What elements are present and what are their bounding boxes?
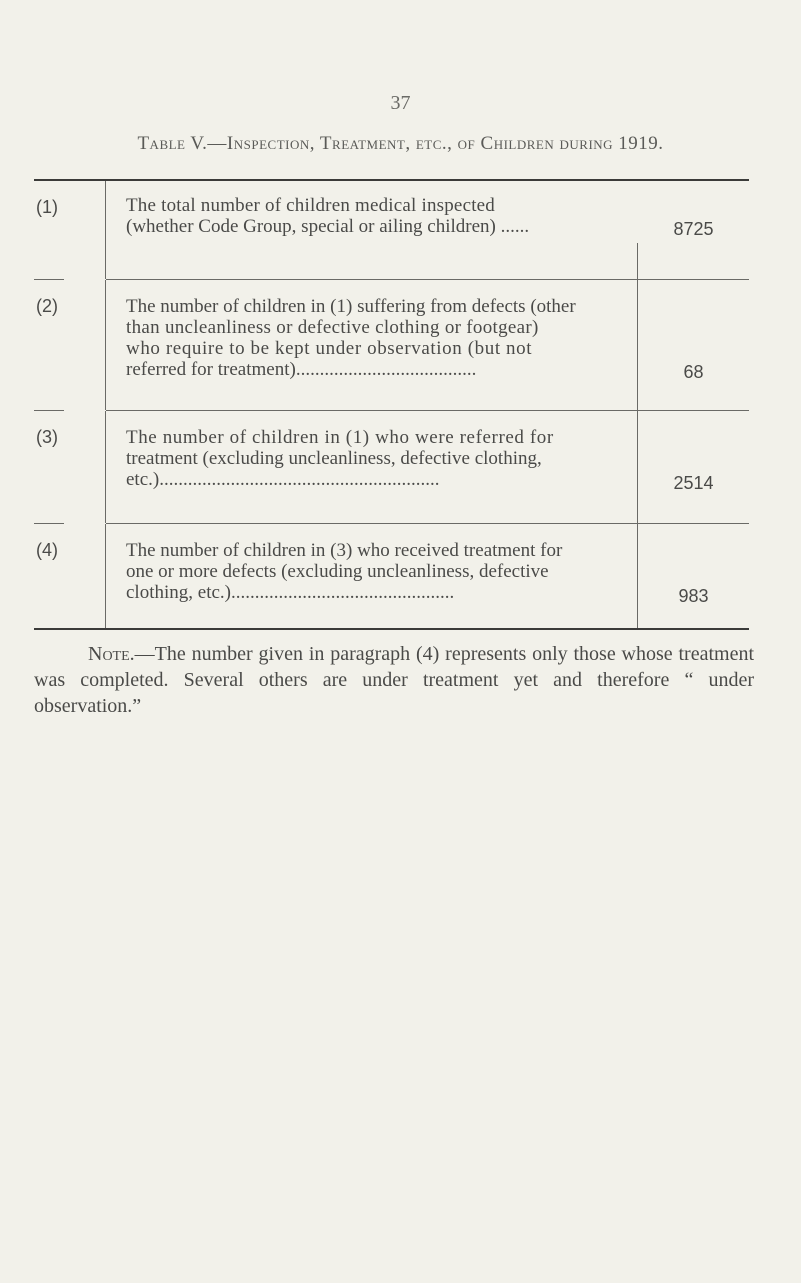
column-divider bbox=[637, 524, 638, 628]
table-bottom-rule bbox=[34, 628, 749, 630]
row-description bbox=[126, 195, 626, 237]
row-value: 8725 bbox=[673, 219, 714, 239]
column-divider bbox=[105, 411, 106, 523]
inspection-table bbox=[34, 179, 749, 630]
row-number: (4) bbox=[36, 540, 58, 560]
table-note bbox=[34, 641, 754, 719]
row-description-line: The number of children in (3) who received treatment for bbox=[126, 540, 563, 561]
row-description-line: The number of children in (1) who were referred for bbox=[126, 427, 554, 448]
row-number: (3) bbox=[36, 427, 58, 447]
table-row bbox=[34, 181, 749, 279]
row-description-line: referred for treatment)...................................... bbox=[126, 359, 477, 380]
column-divider bbox=[637, 243, 638, 279]
row-description bbox=[126, 540, 626, 603]
row-description-line: one or more defects (excluding uncleanliness, defective bbox=[126, 561, 549, 582]
column-divider bbox=[637, 280, 638, 410]
column-divider bbox=[105, 280, 106, 410]
page-number: 37 bbox=[390, 92, 411, 114]
column-divider bbox=[637, 411, 638, 523]
row-number: (1) bbox=[36, 197, 58, 217]
table-row bbox=[34, 524, 749, 628]
table-title: Table V.—Inspection, Treatment, etc., of Children during 1919. bbox=[137, 133, 664, 154]
row-value: 2514 bbox=[673, 473, 714, 493]
table-row bbox=[34, 411, 749, 523]
row-description bbox=[126, 427, 626, 490]
row-description-line: (whether Code Group, special or ailing children) ...... bbox=[126, 216, 530, 237]
row-description-line: etc.)........................................................... bbox=[126, 469, 440, 490]
table-row bbox=[34, 280, 749, 410]
note-text: —The number given in paragraph (4) represents only those whose treatment was completed. Several others are under treatment yet and therefore “ under observation.” bbox=[34, 643, 754, 717]
row-description-line: The total number of children medical inspected bbox=[126, 195, 496, 216]
row-value: 983 bbox=[678, 586, 709, 606]
row-number: (2) bbox=[36, 296, 58, 316]
row-description bbox=[126, 296, 626, 380]
row-value: 68 bbox=[683, 362, 704, 382]
column-divider bbox=[105, 524, 106, 628]
row-description-line: The number of children in (1) suffering from defects (other bbox=[126, 296, 576, 317]
row-description-line: who require to be kept under observation (but not bbox=[126, 338, 533, 359]
row-description-line: treatment (excluding uncleanliness, defective clothing, bbox=[126, 448, 542, 469]
note-label: Note. bbox=[88, 643, 135, 665]
row-description-line: clothing, etc.)............................................... bbox=[126, 582, 455, 603]
column-divider bbox=[105, 181, 106, 279]
row-description-line: than uncleanliness or defective clothing or footgear) bbox=[126, 317, 539, 338]
